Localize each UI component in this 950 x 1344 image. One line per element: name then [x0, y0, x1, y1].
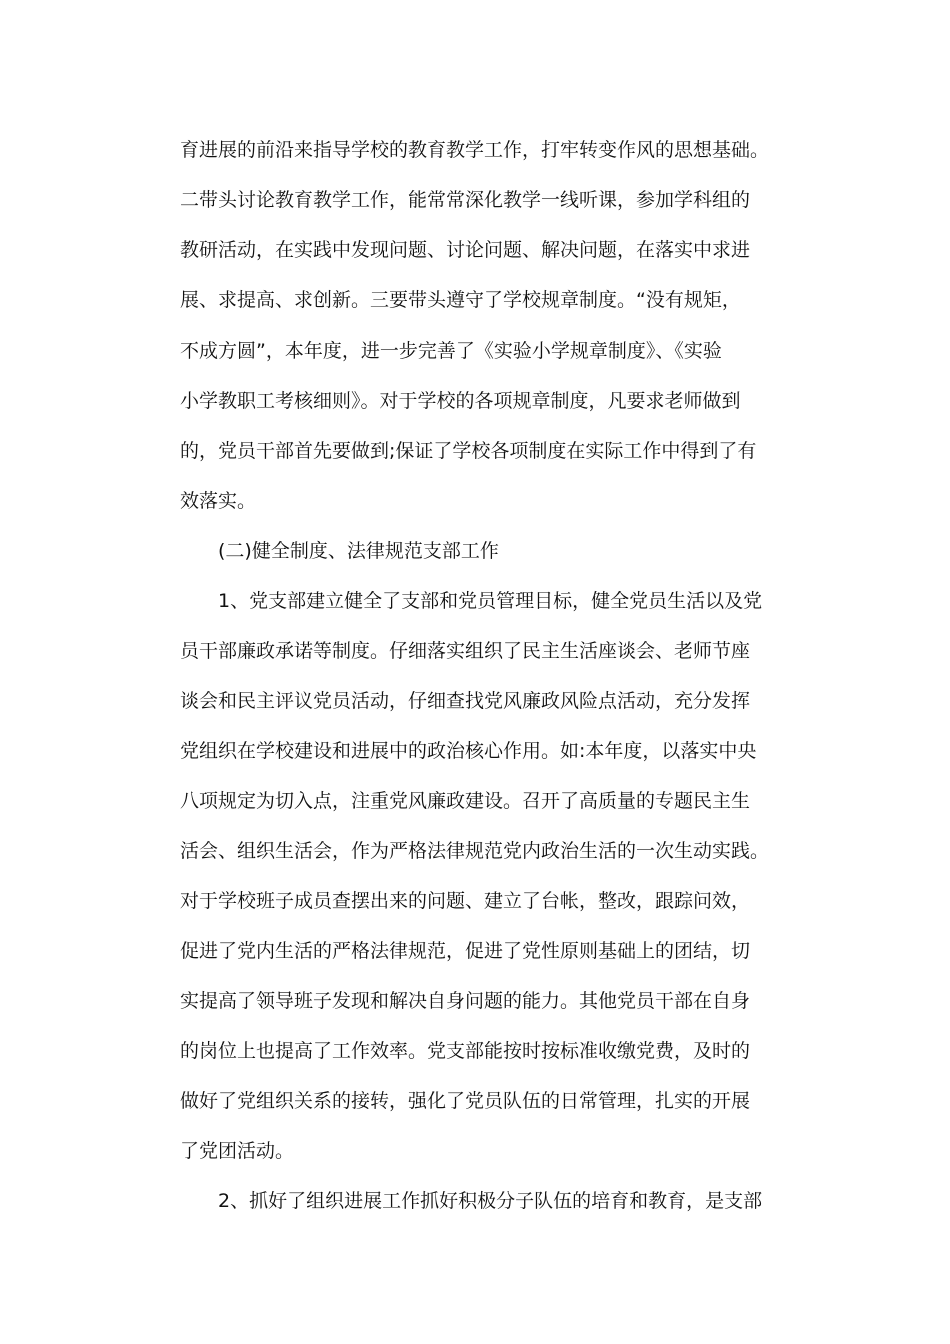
paragraph-line: 效落实。: [180, 490, 257, 512]
paragraph-line: 对于学校班子成员查摆出来的问题、建立了台帐，整改，跟踪问效，: [180, 890, 751, 912]
section-heading: (二)健全制度、法律规范支部工作: [218, 540, 499, 562]
paragraph-line: 做好了党组织关系的接转，强化了党员队伍的日常管理，扎实的开展: [180, 1090, 751, 1112]
paragraph-line: 小学教职工考核细则》。对于学校的各项规章制度，凡要求老师做到: [180, 390, 741, 412]
paragraph-line: 二带头讨论教育教学工作，能常常深化教学一线听课，参加学科组的: [180, 189, 751, 211]
paragraph-line: 了党团活动。: [180, 1140, 295, 1162]
paragraph-line: 1、党支部建立健全了支部和党员管理目标，健全党员生活以及党: [218, 590, 763, 612]
paragraph-line: 谈会和民主评议党员活动，仔细查找党风廉政风险点活动，充分发挥: [180, 690, 751, 712]
paragraph-line: 教研活动，在实践中发现问题、讨论问题、解决问题，在落实中求进: [180, 239, 751, 261]
paragraph-line: 育进展的前沿来指导学校的教育教学工作，打牢转变作风的思想基础。: [180, 139, 770, 161]
paragraph-line: 实提高了领导班子发现和解决自身问题的能力。其他党员干部在自身: [180, 990, 751, 1012]
paragraph-line: 八项规定为切入点，注重党风廉政建设。召开了高质量的专题民主生: [180, 790, 751, 812]
paragraph-line: 的，党员干部首先要做到;保证了学校各项制度在实际工作中得到了有: [180, 440, 757, 462]
paragraph-line: 的岗位上也提高了工作效率。党支部能按时按标准收缴党费，及时的: [180, 1040, 751, 1062]
paragraph-line: 活会、组织生活会，作为严格法律规范党内政治生活的一次生动实践。: [180, 840, 770, 862]
paragraph-line: 促进了党内生活的严格法律规范，促进了党性原则基础上的团结，切: [180, 940, 751, 962]
paragraph-line: 2、抓好了组织进展工作抓好积极分子队伍的培育和教育，是支部: [218, 1190, 763, 1212]
paragraph-line: 党组织在学校建设和进展中的政治核心作用。如:本年度，以落实中央: [180, 740, 757, 762]
paragraph-line: 展、求提高、求创新。三要带头遵守了学校规章制度。“没有规矩，: [180, 289, 741, 311]
paragraph-line: 不成方圆”，本年度，进一步完善了《实验小学规章制度》、《实验: [180, 340, 722, 362]
paragraph-line: 员干部廉政承诺等制度。仔细落实组织了民主生活座谈会、老师节座: [180, 640, 751, 662]
